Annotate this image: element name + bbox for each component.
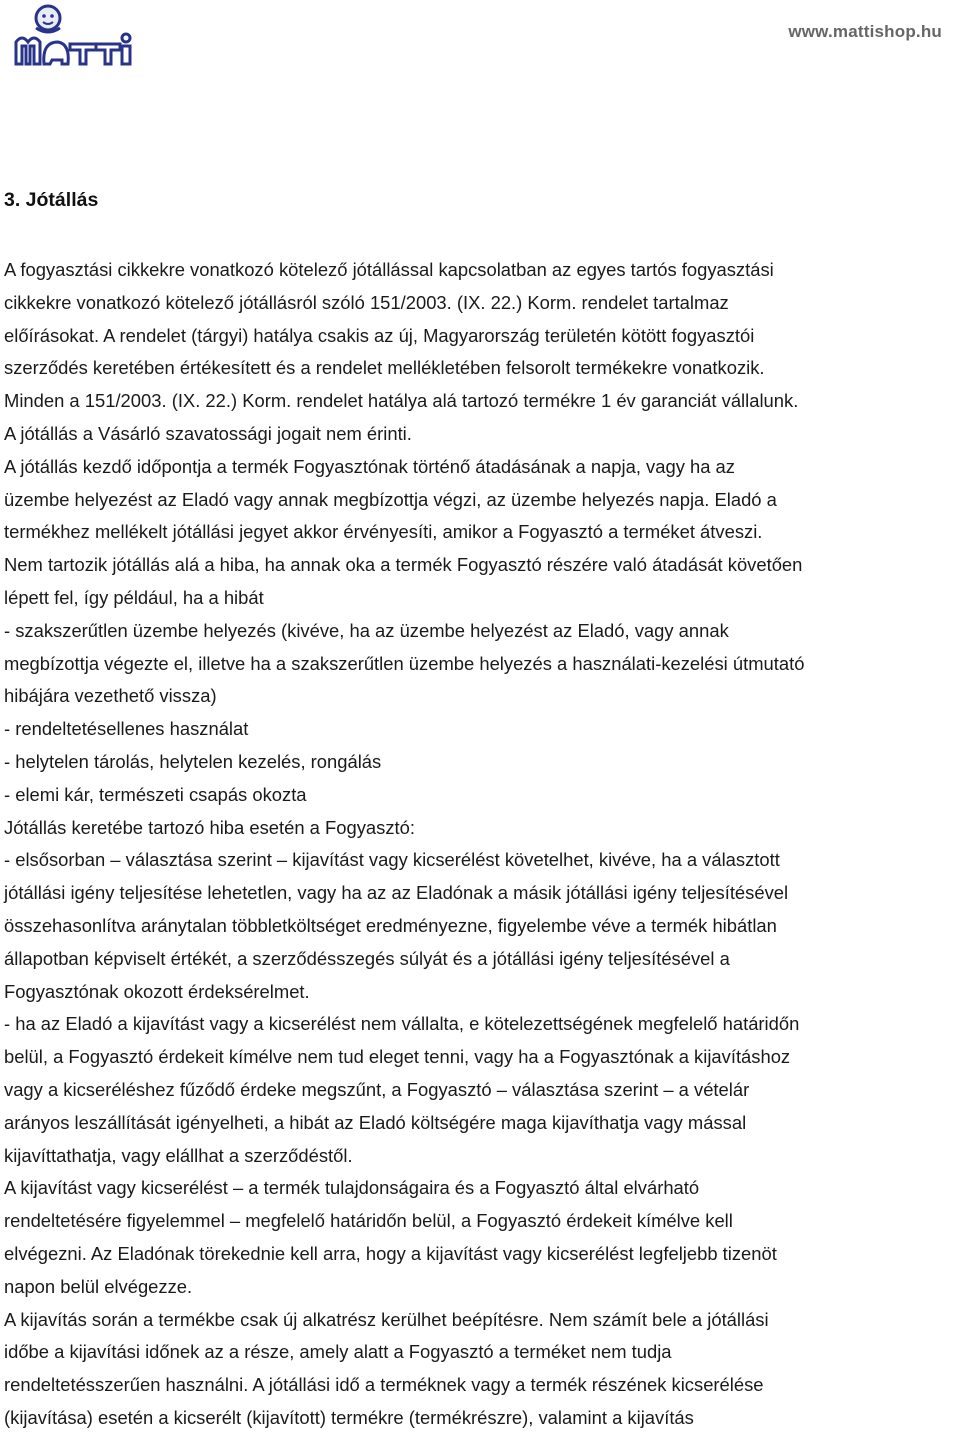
text-line: A kijavítás során a termékbe csak új alkatrész kerülhet beépítésre. Nem számít bele a jótállási <box>4 1308 769 1330</box>
site-url[interactable]: www.mattishop.hu <box>788 22 942 41</box>
text-line: - szakszerűtlen üzembe helyezés (kivéve, ha az üzembe helyezést az Eladó, vagy annak <box>4 619 729 641</box>
text-line: Jótállás keretébe tartozó hiba esetén a Fogyasztó: <box>4 816 415 838</box>
text-line: jótállási igény teljesítése lehetetlen, vagy ha az az Eladónak a másik jótállási igény teljesítésével <box>4 882 789 904</box>
text-line: - elemi kár, természeti csapás okozta <box>4 783 307 805</box>
text-line: összehasonlítva aránytalan többletköltséget eredményezne, figyelembe véve a termék hibátlan <box>4 914 777 936</box>
text-line: előírásokat. A rendelet (tárgyi) hatálya csakis az új, Magyarország területén kötött fogyasztói <box>4 324 755 346</box>
text-line: belül, a Fogyasztó érdekeit kímélve nem tud eleget tenni, vagy ha a Fogyasztónak a kijavításhoz <box>4 1046 791 1068</box>
text-line: megbízottja végezte el, illetve ha a szakszerűtlen üzembe helyezés a használati-kezelési útmutató <box>4 652 805 674</box>
text-line: vagy a kicseréléshez fűződő érdeke megszűnt, a Fogyasztó – választása szerint – a vételár <box>4 1078 750 1100</box>
text-line: A jótállás kezdő időpontja a termék Fogyasztónak történő átadásának a napja, vagy ha az <box>4 455 735 477</box>
text-line: rendeltetésszerűen használni. A jótállási idő a terméknek vagy a termék részének kicserélése <box>4 1374 764 1396</box>
text-line: termékhez mellékelt jótállási jegyet akkor érvényesíti, amikor a Fogyasztó a terméket átveszi. <box>4 521 763 543</box>
text-line: rendeltetésére figyelemmel – megfelelő határidőn belül, a Fogyasztó érdekeit kímélve kell <box>4 1210 733 1232</box>
document-body <box>4 188 956 1435</box>
text-line: - ha az Eladó a kijavítást vagy a kicserélést nem vállalta, e kötelezettségének megfelelő határidőn <box>4 1013 800 1035</box>
section-heading: 3. Jótállás <box>4 189 99 211</box>
text-line: Nem tartozik jótállás alá a hiba, ha annak oka a termék Fogyasztó részére való átadását követően <box>4 554 803 576</box>
text-line: állapotban képviselt értékét, a szerződésszegés súlyát és a jótállási igény teljesítésével a <box>4 947 730 969</box>
text-line: Fogyasztónak okozott érdeksérelmet. <box>4 980 310 1002</box>
text-line: (kijavítása) esetén a kicserélt (kijavított) termékre (termékrészre), valamint a kijavítás <box>4 1406 694 1428</box>
text-line: elvégezni. Az Eladónak törekednie kell arra, hogy a kijavítást vagy kicserélést legfeljebb tizenöt <box>4 1242 777 1264</box>
text-line: - rendeltetésellenes használat <box>4 718 249 740</box>
text-line: arányos leszállítását igényelheti, a hibát az Eladó költségére maga kijavíthatja vagy mással <box>4 1111 747 1133</box>
text-line: üzembe helyezést az Eladó vagy annak megbízottja végzi, az üzembe helyezés napja. Eladó a <box>4 488 777 510</box>
text-line: időbe a kijavítási időnek az a része, amely alatt a Fogyasztó a terméket nem tudja <box>4 1341 672 1363</box>
page-header <box>0 0 960 80</box>
text-line: A jótállás a Vásárló szavatossági jogait nem érinti. <box>4 422 412 444</box>
text-line: szerződés keretében értékesített és a rendelet mellékletében felsorolt termékekre vonatkozik. <box>4 357 765 379</box>
text-line: cikkekre vonatkozó kötelező jótállásról szóló 151/2003. (IX. 22.) Korm. rendelet tartalmaz <box>4 291 729 313</box>
matti-logo[interactable] <box>6 2 136 72</box>
text-line: A fogyasztási cikkekre vonatkozó kötelező jótállással kapcsolatban az egyes tartós fogyasztási <box>4 259 774 280</box>
text-line: kijavíttathatja, vagy elállhat a szerződéstől. <box>4 1144 353 1166</box>
text-line: napon belül elvégezze. <box>4 1275 193 1297</box>
text-line: A kijavítást vagy kicserélést – a termék tulajdonságaira és a Fogyasztó által elvárható <box>4 1177 700 1199</box>
text-line: Minden a 151/2003. (IX. 22.) Korm. rendelet hatálya alá tartozó termékre 1 év garanciát vállalunk. <box>4 390 799 412</box>
warranty-text <box>4 254 956 1435</box>
text-line: lépett fel, így például, ha a hibát <box>4 586 264 608</box>
text-line: - elsősorban – választása szerint – kijavítást vagy kicserélést követelhet, kivéve, ha a választott <box>4 849 780 871</box>
text-line: - helytelen tárolás, helytelen kezelés, rongálás <box>4 750 382 772</box>
text-line: hibájára vezethető vissza) <box>4 685 217 707</box>
